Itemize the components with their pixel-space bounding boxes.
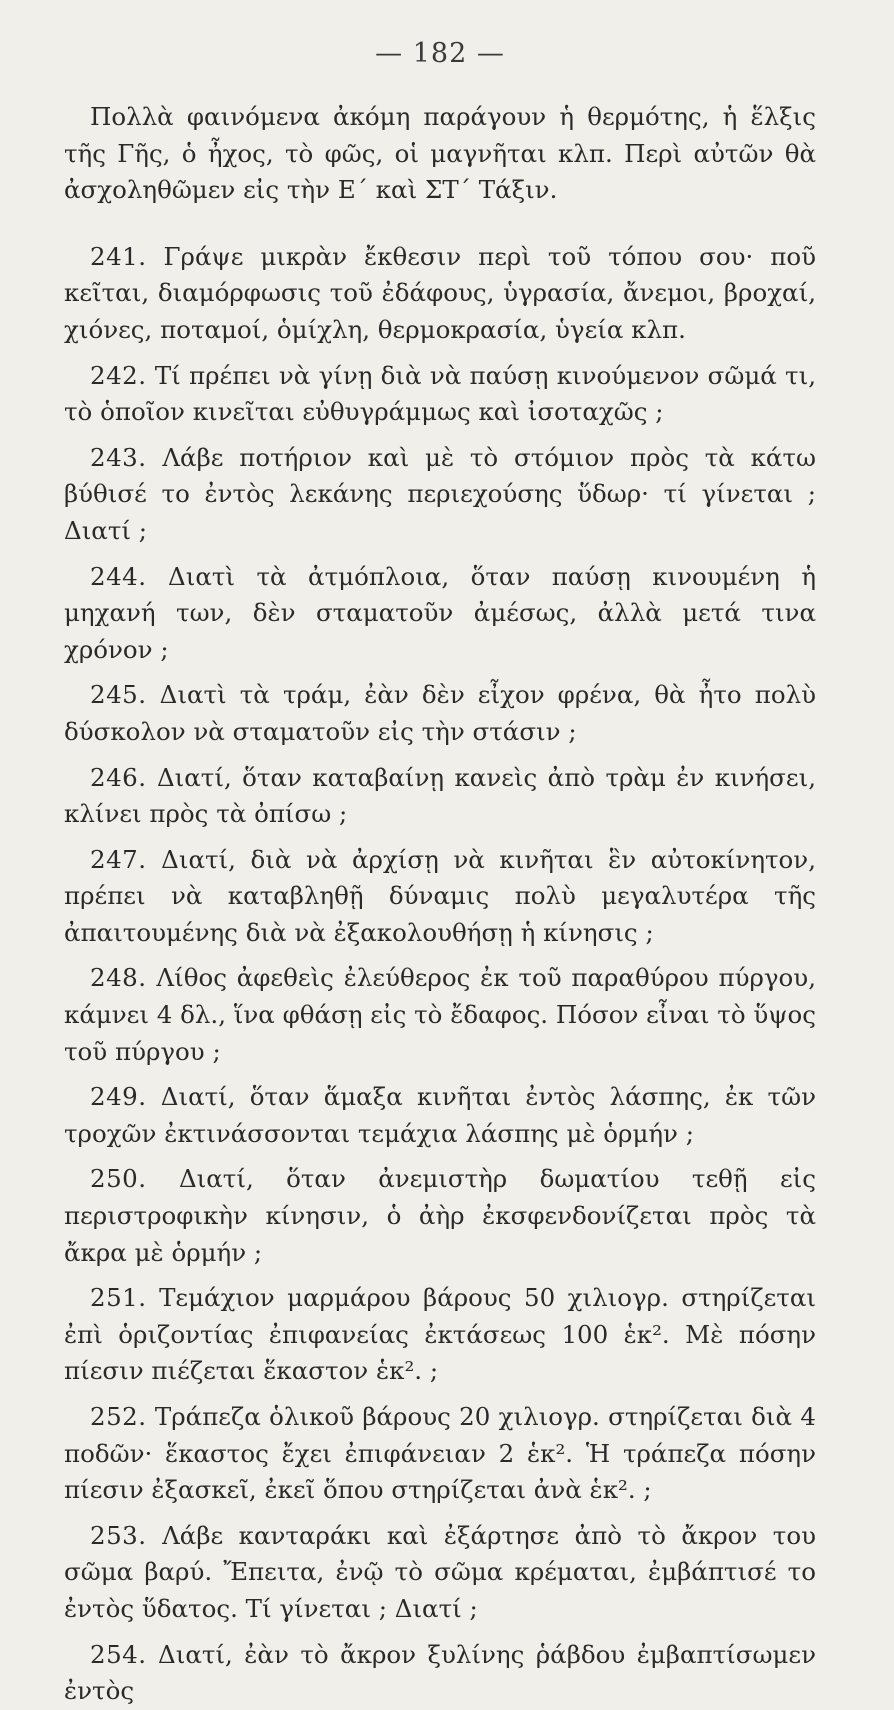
question-242: [64, 358, 816, 431]
question-list: [64, 239, 816, 1710]
question-250: [64, 1161, 816, 1271]
question-text: Τί πρέπει νὰ γίνῃ διὰ νὰ παύσῃ κινούμενον σῶμά τι, τὸ ὁποῖον κινεῖται εὐθυγράμμως καὶ ἰσοταχῶς ;: [64, 360, 816, 427]
question-252: [64, 1399, 816, 1509]
question-text: Διατὶ τὰ τράμ, ἐὰν δὲν εἶχον φρένα, θὰ ἦτο πολὺ δύσκολον νὰ σταματοῦν εἰς τὴν στάσιν ;: [64, 680, 816, 746]
question-number: 243.: [90, 442, 147, 472]
question-246: [64, 760, 816, 833]
question-number: 254.: [90, 1639, 147, 1669]
question-text: Τεμάχιον μαρμάρου βάρους 50 χιλιογρ. στηρίζεται ἐπὶ ὁριζοντίας ἐπιφανείας ἐκτάσεως 100 ἑκ². Μὲ πόσην πίεσιν πιέζεται ἕκαστον ἑκ². ;: [64, 1283, 816, 1386]
question-247: [64, 842, 816, 952]
question-248: [64, 960, 816, 1070]
intro-paragraph: Πολλὰ φαινόμενα ἀκόμη παράγουν ἡ θερμότης, ἡ ἕλξις τῆς Γῆς, ὁ ἦχος, τὸ φῶς, οἱ μαγνῆται κλπ. Περὶ αὐτῶν θὰ ἀσχοληθῶμεν εἰς τὴν Ε΄ καὶ ΣΤ΄ Τάξιν.: [64, 102, 816, 205]
question-text: Λάβε κανταράκι καὶ ἐξάρτησε ἀπὸ τὸ ἄκρον του σῶμα βαρύ. Ἔπειτα, ἐνῷ τὸ σῶμα κρέμαται, ἐμβάπτισέ το ἐντὸς ὕδατος. Τί γίνεται ; Διατί ;: [64, 1520, 816, 1623]
question-number: 244.: [90, 561, 147, 591]
question-249: [64, 1079, 816, 1152]
question-text: Διατί, ἐὰν τὸ ἄκρον ξυλίνης ῥάβδου ἐμβαπτίσωμεν ἐντὸς: [64, 1639, 816, 1706]
question-number: 242.: [90, 360, 147, 390]
question-245: [64, 677, 816, 750]
question-number: 250.: [90, 1164, 147, 1194]
page-number: — 182 —: [375, 38, 505, 69]
question-text: Λάβε ποτήριον καὶ μὲ τὸ στόμιον πρὸς τὰ κάτω βύθισέ το ἐντὸς λεκάνης περιεχούσης ὕδωρ· τί γίνεται ; Διατί ;: [64, 442, 816, 545]
question-text: Διατί, ὅταν ἅμαξα κινῆται ἐντὸς λάσπης, ἐκ τῶν τροχῶν ἐκτινάσσονται τεμάχια λάσπης μὲ ὁρμήν ;: [64, 1082, 816, 1148]
question-text: Λίθος ἀφεθεὶς ἐλεύθερος ἐκ τοῦ παραθύρου πύργου, κάμνει 4 δλ., ἵνα φθάσῃ εἰς τὸ ἔδαφος. Πόσον εἶναι τὸ ὕψος τοῦ πύργου ;: [64, 963, 816, 1066]
question-text: Διατί, διὰ νὰ ἀρχίσῃ νὰ κινῆται ἓν αὐτοκίνητον, πρέπει νὰ καταβληθῇ δύναμις πολὺ μεγαλυτέρα τῆς ἀπαιτουμένης διὰ νὰ ἐξακολουθήσῃ ἡ κίνησις ;: [64, 844, 816, 947]
question-244: [64, 559, 816, 669]
question-text: Διατί, ὅταν καταβαίνῃ κανεὶς ἀπὸ τρὰμ ἐν κινήσει, κλίνει πρὸς τὰ ὀπίσω ;: [64, 762, 816, 829]
question-text: Γράψε μικρὰν ἔκθεσιν περὶ τοῦ τόπου σου· ποῦ κεῖται, διαμόρφωσις τοῦ ἐδάφους, ὑγρασία, ἄνεμοι, βροχαί, χιόνες, ποταμοί, ὁμίχλη, θερμοκρασία, ὑγεία κλπ.: [64, 241, 816, 344]
question-number: 241.: [90, 241, 147, 271]
question-number: 248.: [90, 963, 147, 993]
question-number: 249.: [90, 1082, 147, 1112]
question-253: [64, 1518, 816, 1628]
question-number: 251.: [90, 1283, 147, 1313]
question-text: Διατί, ὅταν ἀνεμιστὴρ δωματίου τεθῇ εἰς περιστροφικὴν κίνησιν, ὁ ἀὴρ ἐκσφενδονίζεται πρὸς τὰ ἄκρα μὲ ὁρμήν ;: [64, 1164, 816, 1267]
question-text: Διατὶ τὰ ἀτμόπλοια, ὅταν παύσῃ κινουμένη ἡ μηχανή των, δὲν σταματοῦν ἀμέσως, ἀλλὰ μετά τινα χρόνον ;: [64, 561, 816, 664]
question-number: 246.: [90, 762, 147, 792]
question-243: [64, 440, 816, 550]
question-number: 245.: [90, 680, 147, 710]
question-number: 247.: [90, 844, 147, 874]
question-text: Τράπεζα ὁλικοῦ βάρους 20 χιλιογρ. στηρίζεται διὰ 4 ποδῶν· ἕκαστος ἔχει ἐπιφάνειαν 2 ἑκ². Ἡ τράπεζα πόσην πίεσιν ἐξασκεῖ, ἐκεῖ ὅπου στηρίζεται ἀνὰ ἑκ². ;: [64, 1402, 816, 1505]
question-number: 252.: [90, 1402, 147, 1431]
question-251: [64, 1280, 816, 1390]
question-number: 253.: [90, 1520, 147, 1550]
question-241: [64, 239, 816, 349]
question-254: [64, 1637, 816, 1710]
